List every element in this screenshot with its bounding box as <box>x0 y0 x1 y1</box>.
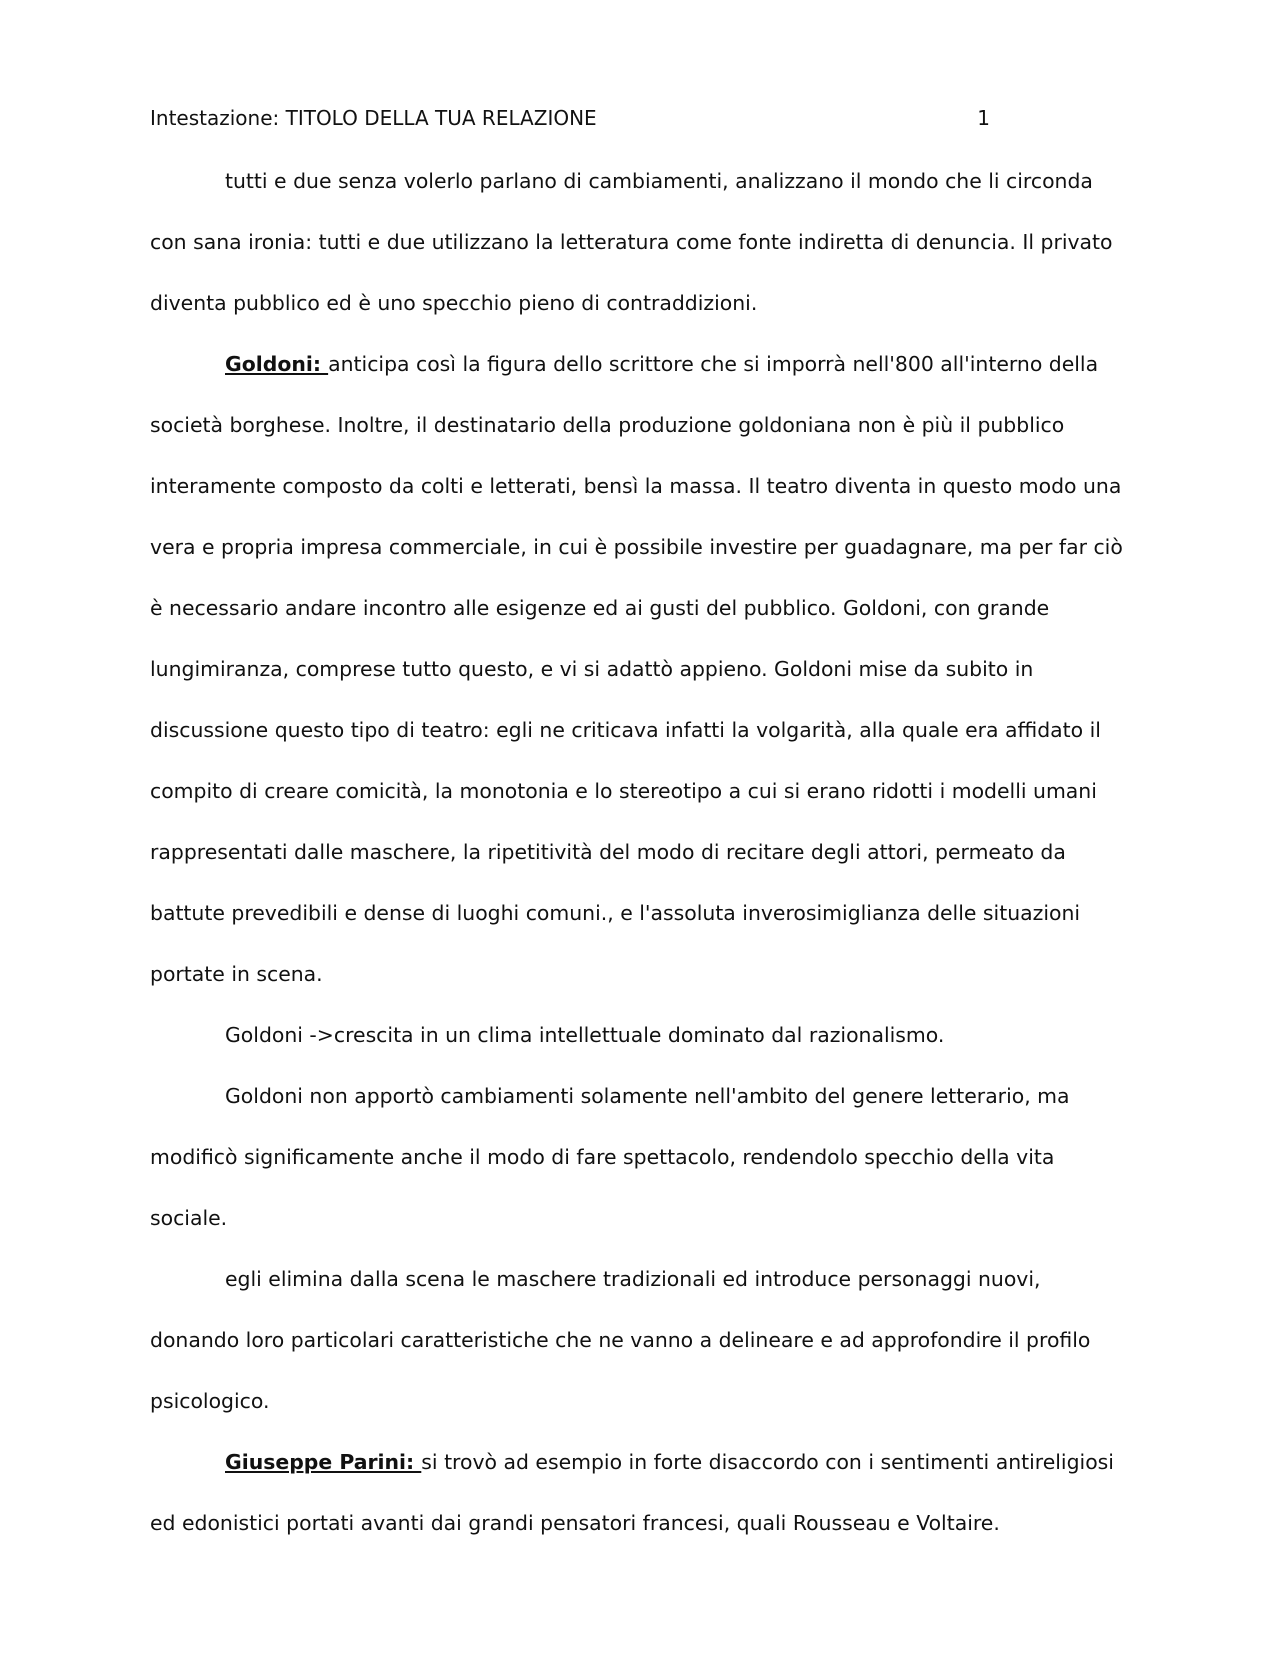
document-body <box>150 151 1125 1554</box>
paragraph-text: Goldoni non apportò cambiamenti solamente nell'ambito del genere letterario, ma modificò significamente anche il modo di fare spettacolo, rendendolo specchio della vita sociale. <box>150 1084 1070 1230</box>
paragraph-continuation <box>150 151 1125 334</box>
paragraph-text: anticipa così la figura dello scrittore che si imporrà nell'800 all'interno della società borghese. Inoltre, il destinatario della produzione goldoniana non è più il pubblico interamente composto da colti e letterati, bensì la massa. Il teatro diventa in questo modo una vera e propria impresa commerciale, in cui è possibile investire per guadagnare, ma per far ciò è necessario andare incontro alle esigenze ed ai gusti del pubblico. Goldoni, con grande lungimiranza, comprese tutto questo, e vi si adattò appieno. Goldoni mise da subito in discussione questo tipo di teatro: egli ne criticava infatti la volgarità, alla quale era affidato il compito di creare comicità, la monotonia e lo stereotipo a cui si erano ridotti i modelli umani rappresentati dalle maschere, la ripetitività del modo di recitare degli attori, permeato da battute prevedibili e dense di luoghi comuni., e l'assoluta inverosimiglianza delle situazioni portate in scena. <box>150 352 1123 986</box>
paragraph-parini <box>150 1432 1125 1554</box>
paragraph-text: Goldoni ->crescita in un clima intellettuale dominato dal razionalismo. <box>225 1023 945 1047</box>
paragraph-maschere <box>150 1249 1125 1432</box>
paragraph-lead-parini: Giuseppe Parini: <box>225 1450 422 1474</box>
page-header <box>150 104 990 132</box>
paragraph-goldoni <box>150 334 1125 1005</box>
header-title: Intestazione: TITOLO DELLA TUA RELAZIONE <box>150 106 597 130</box>
paragraph-text: si trovò ad esempio in forte disaccordo con i sentimenti antireligiosi ed edonistici portati avanti dai grandi pensatori francesi, quali Rousseau e Voltaire. <box>150 1450 1114 1535</box>
paragraph-text: tutti e due senza volerlo parlano di cambiamenti, analizzano il mondo che li circonda con sana ironia: tutti e due utilizzano la letteratura come fonte indiretta di denuncia. Il privato diventa pubblico ed è uno specchio pieno di contraddizioni. <box>150 169 1113 315</box>
paragraph-goldoni-cambiamenti <box>150 1066 1125 1249</box>
paragraph-lead-goldoni: Goldoni: <box>225 352 329 376</box>
paragraph-text: egli elimina dalla scena le maschere tradizionali ed introduce personaggi nuovi, donando loro particolari caratteristiche che ne vanno a delineare e ad approfondire il profilo psicologico. <box>150 1267 1091 1413</box>
paragraph-goldoni-razionalismo <box>150 1005 1125 1066</box>
page-number: 1 <box>977 106 990 130</box>
